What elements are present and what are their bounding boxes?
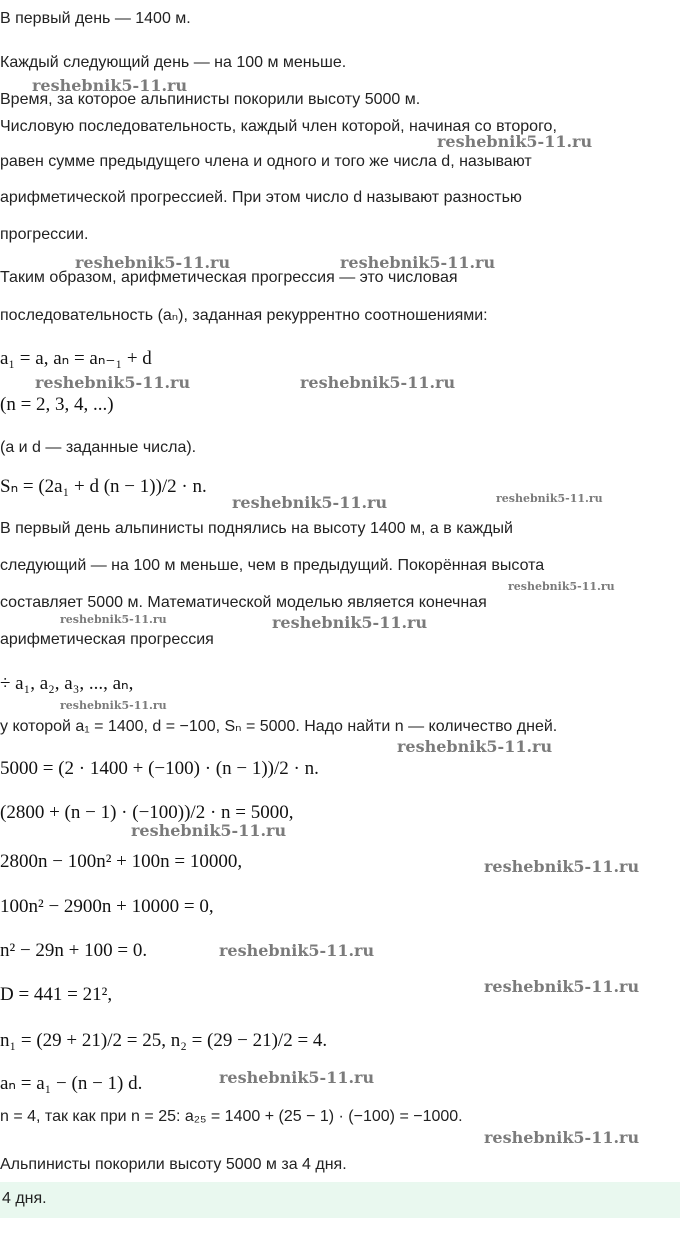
- model-line-4: арифметическая прогрессия: [0, 631, 214, 648]
- root-check: n = 4, так как при n = 25: a₂₅ = 1400 + (25 − 1) · (−100) = −1000.: [0, 1108, 463, 1125]
- watermark: reshebnik5-11.ru: [32, 76, 188, 95]
- watermark: reshebnik5-11.ru: [60, 613, 167, 626]
- definition-line-1: Числовую последовательность, каждый член которой, начиная со второго,: [0, 118, 557, 135]
- conditions-line: у которой a₁ = 1400, d = −100, Sₙ = 5000. Надо найти n — количество дней.: [0, 718, 558, 735]
- sum-formula: Sₙ = (2a₁ + d (n − 1))/2 · n.: [0, 476, 207, 497]
- watermark: reshebnik5-11.ru: [272, 613, 428, 632]
- watermark: reshebnik5-11.ru: [496, 492, 603, 505]
- given-next-days: Каждый следующий день — на 100 м меньше.: [0, 54, 347, 71]
- equation-4: 100n² − 2900n + 10000 = 0,: [0, 896, 214, 917]
- given-numbers-note: (a и d — заданные числа).: [0, 439, 197, 456]
- nth-term-formula: aₙ = a₁ − (n − 1) d.: [0, 1073, 143, 1094]
- definition-line-4: прогрессии.: [0, 226, 89, 243]
- watermark: reshebnik5-11.ru: [484, 857, 640, 876]
- model-line-3: составляет 5000 м. Математической моделью является конечная: [0, 594, 487, 611]
- question: Время, за которое альпинисты покорили высоту 5000 м.: [0, 91, 421, 108]
- watermark: reshebnik5-11.ru: [484, 1128, 640, 1147]
- discriminant: D = 441 = 21²,: [0, 984, 113, 1005]
- conclusion: Альпинисты покорили высоту 5000 м за 4 дня.: [0, 1156, 347, 1173]
- watermark: reshebnik5-11.ru: [508, 580, 615, 593]
- watermark: reshebnik5-11.ru: [340, 253, 496, 272]
- watermark: reshebnik5-11.ru: [437, 132, 593, 151]
- watermark: reshebnik5-11.ru: [35, 373, 191, 392]
- given-first-day: В первый день — 1400 м.: [0, 10, 191, 27]
- model-line-2: следующий — на 100 м меньше, чем в предыдущий. Покорённая высота: [0, 557, 545, 574]
- watermark: reshebnik5-11.ru: [219, 941, 375, 960]
- recurrence-formula: a₁ = a, aₙ = aₙ₋₁ + d: [0, 348, 152, 369]
- watermark: reshebnik5-11.ru: [484, 977, 640, 996]
- watermark: reshebnik5-11.ru: [300, 373, 456, 392]
- n-range: (n = 2, 3, 4, ...): [0, 394, 114, 415]
- equation-5: n² − 29n + 100 = 0.: [0, 940, 148, 961]
- watermark: reshebnik5-11.ru: [219, 1068, 375, 1087]
- roots: n₁ = (29 + 21)/2 = 25, n₂ = (29 − 21)/2 = 4.: [0, 1030, 328, 1051]
- equation-2: (2800 + (n − 1) · (−100))/2 · n = 5000,: [0, 802, 294, 823]
- answer-text: 4 дня.: [2, 1190, 47, 1207]
- equation-3: 2800n − 100n² + 100n = 10000,: [0, 851, 243, 872]
- definition-line-2: равен сумме предыдущего члена и одного и того же числа d, называют: [0, 153, 532, 170]
- equation-1: 5000 = (2 · 1400 + (−100) · (n − 1))/2 · n.: [0, 758, 319, 779]
- progression-notation: ÷ a₁, a₂, a₃, ..., aₙ,: [0, 673, 134, 694]
- watermark: reshebnik5-11.ru: [232, 493, 388, 512]
- watermark: reshebnik5-11.ru: [75, 253, 231, 272]
- summary-line-2: последовательность (aₙ), заданная рекуррентно соотношениями:: [0, 307, 488, 324]
- answer-box: [0, 1182, 680, 1218]
- watermark: reshebnik5-11.ru: [397, 737, 553, 756]
- summary-line-1: Таким образом, арифметическая прогрессия — это числовая: [0, 269, 458, 286]
- watermark: reshebnik5-11.ru: [60, 699, 167, 712]
- watermark: reshebnik5-11.ru: [131, 821, 287, 840]
- definition-line-3: арифметической прогрессией. При этом число d называют разностью: [0, 189, 522, 206]
- model-line-1: В первый день альпинисты поднялись на высоту 1400 м, а в каждый: [0, 520, 513, 537]
